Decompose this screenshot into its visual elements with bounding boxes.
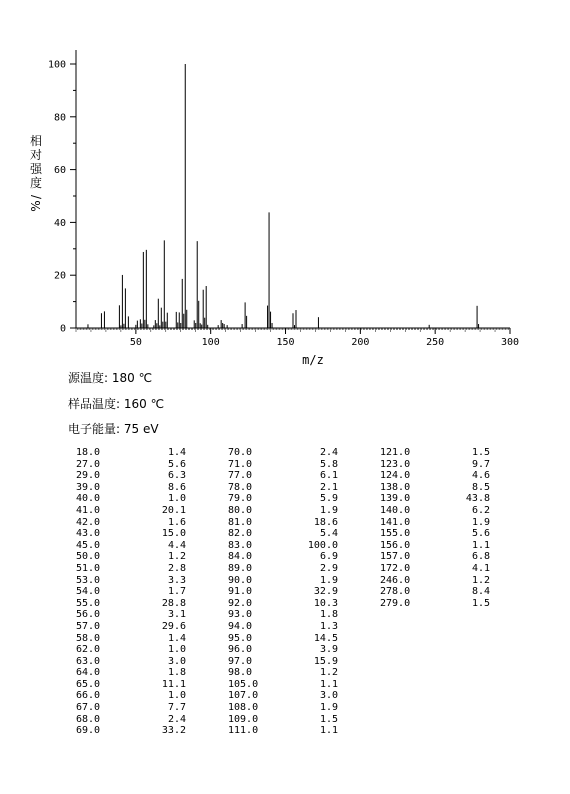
x-tick-label: 250 bbox=[426, 337, 445, 348]
peak-intensity: 1.0 bbox=[167, 493, 186, 505]
peak-mz: 157.0 bbox=[380, 551, 411, 563]
peak-mz: 83.0 bbox=[228, 539, 253, 551]
peak-mz: 27.0 bbox=[76, 458, 101, 470]
peak-row bbox=[380, 493, 490, 505]
peak-row bbox=[380, 528, 490, 540]
electron-energy-label: 电子能量: 75 eV bbox=[68, 422, 159, 436]
x-tick-label: 50 bbox=[129, 337, 142, 348]
chart-bars bbox=[88, 64, 479, 328]
peak-intensity: 1.9 bbox=[319, 504, 338, 516]
peak-table-column bbox=[228, 447, 338, 737]
peak-intensity: 6.3 bbox=[167, 470, 186, 482]
peak-mz: 91.0 bbox=[228, 586, 253, 598]
peak-intensity: 1.0 bbox=[167, 644, 186, 656]
peak-mz: 51.0 bbox=[76, 562, 101, 574]
peak-intensity: 1.5 bbox=[471, 447, 490, 458]
peak-row bbox=[228, 644, 338, 656]
peak-intensity: 1.5 bbox=[319, 713, 338, 725]
peak-intensity: 1.2 bbox=[471, 574, 490, 586]
peak-intensity: 7.7 bbox=[167, 702, 186, 714]
peak-row bbox=[228, 528, 338, 540]
peak-row bbox=[228, 679, 338, 691]
peak-intensity: 1.1 bbox=[319, 678, 338, 690]
peak-intensity: 2.4 bbox=[319, 447, 338, 458]
peak-intensity: 4.6 bbox=[471, 470, 490, 482]
x-axis-title: m/z bbox=[302, 353, 324, 367]
y-axis-title-char: / bbox=[29, 194, 43, 200]
peak-row bbox=[228, 586, 338, 598]
peak-intensity: 3.0 bbox=[319, 690, 338, 702]
peak-intensity: 8.4 bbox=[471, 586, 490, 598]
peak-row bbox=[380, 459, 490, 471]
peak-mz: 53.0 bbox=[76, 574, 101, 586]
mass-spectrum-chart bbox=[0, 0, 570, 375]
peak-intensity: 1.8 bbox=[167, 667, 186, 679]
peak-mz: 57.0 bbox=[76, 620, 101, 632]
peak-row bbox=[380, 598, 490, 610]
peak-row bbox=[228, 493, 338, 505]
peak-intensity: 6.2 bbox=[471, 504, 490, 516]
chart-labels bbox=[29, 60, 519, 368]
sample-temperature-label: 样品温度: 160 ℃ bbox=[68, 397, 165, 411]
peak-row bbox=[228, 459, 338, 471]
peak-mz: 279.0 bbox=[380, 597, 411, 609]
peak-row bbox=[76, 667, 186, 679]
peak-intensity: 6.8 bbox=[471, 551, 490, 563]
peak-intensity: 8.5 bbox=[471, 481, 490, 493]
peak-row bbox=[76, 644, 186, 656]
peak-mz: 62.0 bbox=[76, 644, 101, 656]
peak-row bbox=[228, 575, 338, 587]
y-axis-title-char: % bbox=[29, 200, 43, 212]
peak-table-column bbox=[380, 447, 490, 609]
peak-row bbox=[228, 540, 338, 552]
peak-mz: 77.0 bbox=[228, 470, 253, 482]
peak-mz: 123.0 bbox=[380, 458, 411, 470]
peak-mz: 63.0 bbox=[76, 655, 101, 667]
peak-mz: 67.0 bbox=[76, 702, 101, 714]
peak-table-column bbox=[76, 447, 186, 737]
y-tick-label: 100 bbox=[47, 59, 66, 71]
peak-mz: 139.0 bbox=[380, 493, 411, 505]
peak-table bbox=[68, 447, 538, 777]
peak-row bbox=[76, 482, 186, 494]
peak-mz: 108.0 bbox=[228, 702, 259, 714]
peak-mz: 58.0 bbox=[76, 632, 101, 644]
peak-row bbox=[228, 609, 338, 621]
x-tick-label: 300 bbox=[500, 337, 520, 348]
peak-row bbox=[76, 621, 186, 633]
peak-intensity: 1.9 bbox=[319, 702, 338, 714]
peak-intensity: 20.1 bbox=[161, 504, 186, 516]
peak-intensity: 3.1 bbox=[167, 609, 186, 621]
peak-mz: 40.0 bbox=[76, 493, 101, 505]
peak-mz: 138.0 bbox=[380, 481, 411, 493]
peak-row bbox=[76, 609, 186, 621]
peak-mz: 70.0 bbox=[228, 447, 253, 458]
peak-intensity: 5.8 bbox=[319, 458, 338, 470]
peak-intensity: 2.8 bbox=[167, 562, 186, 574]
y-axis-title-char: 强 bbox=[29, 162, 43, 176]
peak-intensity: 15.0 bbox=[161, 528, 186, 540]
peak-row bbox=[228, 667, 338, 679]
peak-intensity: 6.9 bbox=[319, 551, 338, 563]
peak-row bbox=[228, 621, 338, 633]
peak-row bbox=[228, 551, 338, 563]
peak-row bbox=[76, 517, 186, 529]
peak-mz: 56.0 bbox=[76, 609, 101, 621]
peak-row bbox=[228, 656, 338, 668]
peak-intensity: 43.8 bbox=[465, 493, 490, 505]
peak-row bbox=[228, 482, 338, 494]
peak-intensity: 1.1 bbox=[319, 725, 338, 737]
peak-row bbox=[228, 702, 338, 714]
peak-intensity: 6.1 bbox=[319, 470, 338, 482]
peak-mz: 42.0 bbox=[76, 516, 101, 528]
peak-row bbox=[228, 598, 338, 610]
peak-mz: 71.0 bbox=[228, 458, 253, 470]
peak-mz: 278.0 bbox=[380, 586, 411, 598]
peak-intensity: 3.3 bbox=[167, 574, 186, 586]
y-tick-label: 80 bbox=[53, 112, 66, 124]
peak-row bbox=[76, 725, 186, 737]
peak-row bbox=[76, 551, 186, 563]
peak-mz: 18.0 bbox=[76, 447, 101, 458]
y-tick-label: 60 bbox=[53, 165, 66, 177]
peak-mz: 98.0 bbox=[228, 667, 253, 679]
peak-row bbox=[380, 551, 490, 563]
peak-intensity: 3.9 bbox=[319, 644, 338, 656]
peak-mz: 95.0 bbox=[228, 632, 253, 644]
peak-row bbox=[228, 714, 338, 726]
peak-intensity: 1.4 bbox=[167, 447, 186, 458]
peak-intensity: 18.6 bbox=[313, 516, 338, 528]
peak-row bbox=[228, 505, 338, 517]
peak-mz: 109.0 bbox=[228, 713, 259, 725]
peak-row bbox=[228, 563, 338, 575]
peak-row bbox=[228, 517, 338, 529]
chart-axes bbox=[70, 50, 510, 334]
peak-intensity: 5.6 bbox=[167, 458, 186, 470]
peak-mz: 90.0 bbox=[228, 574, 253, 586]
peak-row bbox=[76, 575, 186, 587]
peak-row bbox=[76, 563, 186, 575]
peak-row bbox=[228, 470, 338, 482]
peak-row bbox=[228, 725, 338, 737]
peak-mz: 54.0 bbox=[76, 586, 101, 598]
peak-row bbox=[76, 656, 186, 668]
peak-intensity: 1.7 bbox=[167, 586, 186, 598]
peak-row bbox=[228, 690, 338, 702]
peak-mz: 124.0 bbox=[380, 470, 411, 482]
peak-intensity: 5.4 bbox=[319, 528, 338, 540]
peak-row bbox=[228, 447, 338, 459]
peak-row bbox=[380, 470, 490, 482]
peak-mz: 105.0 bbox=[228, 678, 259, 690]
source-temperature-label: 源温度: 180 ℃ bbox=[68, 371, 153, 385]
peak-mz: 92.0 bbox=[228, 597, 253, 609]
peak-intensity: 1.9 bbox=[319, 574, 338, 586]
peak-intensity: 100.0 bbox=[307, 539, 338, 551]
peak-mz: 78.0 bbox=[228, 481, 253, 493]
peak-row bbox=[76, 505, 186, 517]
peak-intensity: 2.4 bbox=[167, 713, 186, 725]
peak-intensity: 32.9 bbox=[313, 586, 338, 598]
peak-row bbox=[76, 459, 186, 471]
peak-mz: 141.0 bbox=[380, 516, 411, 528]
peak-intensity: 15.9 bbox=[313, 655, 338, 667]
peak-row bbox=[76, 633, 186, 645]
peak-mz: 68.0 bbox=[76, 713, 101, 725]
peak-intensity: 33.2 bbox=[161, 725, 186, 737]
peak-intensity: 4.4 bbox=[167, 539, 186, 551]
peak-mz: 246.0 bbox=[380, 574, 411, 586]
y-tick-label: 40 bbox=[53, 217, 66, 229]
peak-row bbox=[76, 690, 186, 702]
peak-mz: 89.0 bbox=[228, 562, 253, 574]
peak-row bbox=[380, 505, 490, 517]
peak-intensity: 28.8 bbox=[161, 597, 186, 609]
peak-mz: 55.0 bbox=[76, 597, 101, 609]
peak-mz: 93.0 bbox=[228, 609, 253, 621]
peak-row bbox=[380, 482, 490, 494]
peak-mz: 29.0 bbox=[76, 470, 101, 482]
peak-mz: 94.0 bbox=[228, 620, 253, 632]
peak-intensity: 1.0 bbox=[167, 690, 186, 702]
peak-intensity: 1.3 bbox=[319, 620, 338, 632]
peak-mz: 84.0 bbox=[228, 551, 253, 563]
peak-row bbox=[380, 563, 490, 575]
peak-mz: 43.0 bbox=[76, 528, 101, 540]
peak-intensity: 10.3 bbox=[313, 597, 338, 609]
peak-row bbox=[380, 540, 490, 552]
peak-mz: 66.0 bbox=[76, 690, 101, 702]
peak-mz: 64.0 bbox=[76, 667, 101, 679]
peak-intensity: 14.5 bbox=[313, 632, 338, 644]
peak-row bbox=[380, 517, 490, 529]
peak-row bbox=[380, 447, 490, 459]
peak-mz: 121.0 bbox=[380, 447, 411, 458]
peak-mz: 79.0 bbox=[228, 493, 253, 505]
peak-intensity: 1.2 bbox=[319, 667, 338, 679]
peak-row bbox=[76, 470, 186, 482]
peak-intensity: 5.9 bbox=[319, 493, 338, 505]
peak-mz: 140.0 bbox=[380, 504, 411, 516]
peak-mz: 65.0 bbox=[76, 678, 101, 690]
peak-intensity: 1.9 bbox=[471, 516, 490, 528]
peak-row bbox=[76, 447, 186, 459]
peak-mz: 45.0 bbox=[76, 539, 101, 551]
x-tick-label: 200 bbox=[351, 337, 370, 348]
peak-mz: 111.0 bbox=[228, 725, 259, 737]
x-tick-label: 100 bbox=[201, 337, 220, 348]
peak-intensity: 1.4 bbox=[167, 632, 186, 644]
peak-row bbox=[76, 598, 186, 610]
peak-intensity: 2.1 bbox=[319, 481, 338, 493]
peak-row bbox=[76, 528, 186, 540]
peak-intensity: 1.1 bbox=[471, 539, 490, 551]
peak-intensity: 9.7 bbox=[471, 458, 490, 470]
peak-mz: 50.0 bbox=[76, 551, 101, 563]
peak-row bbox=[76, 540, 186, 552]
peak-mz: 41.0 bbox=[76, 504, 101, 516]
y-axis-title-char: 对 bbox=[29, 148, 43, 162]
peak-mz: 107.0 bbox=[228, 690, 259, 702]
peak-intensity: 1.8 bbox=[319, 609, 338, 621]
peak-mz: 97.0 bbox=[228, 655, 253, 667]
peak-mz: 69.0 bbox=[76, 725, 101, 737]
peak-intensity: 3.0 bbox=[167, 655, 186, 667]
y-tick-label: 20 bbox=[53, 270, 66, 282]
peak-intensity: 29.6 bbox=[161, 620, 186, 632]
peak-row bbox=[76, 586, 186, 598]
peak-intensity: 5.6 bbox=[471, 528, 490, 540]
peak-mz: 172.0 bbox=[380, 562, 411, 574]
peak-intensity: 8.6 bbox=[167, 481, 186, 493]
peak-mz: 80.0 bbox=[228, 504, 253, 516]
peak-intensity: 1.5 bbox=[471, 597, 490, 609]
y-tick-label: 0 bbox=[59, 323, 66, 335]
peak-row bbox=[76, 714, 186, 726]
peak-row bbox=[380, 586, 490, 598]
peak-row bbox=[76, 702, 186, 714]
peak-mz: 39.0 bbox=[76, 481, 101, 493]
peak-mz: 156.0 bbox=[380, 539, 411, 551]
peak-mz: 155.0 bbox=[380, 528, 411, 540]
peak-row bbox=[380, 575, 490, 587]
peak-mz: 82.0 bbox=[228, 528, 253, 540]
peak-row bbox=[228, 633, 338, 645]
peak-intensity: 1.2 bbox=[167, 551, 186, 563]
y-axis-title-char: 度 bbox=[29, 176, 43, 190]
peak-mz: 96.0 bbox=[228, 644, 253, 656]
peak-intensity: 11.1 bbox=[161, 678, 186, 690]
peak-row bbox=[76, 493, 186, 505]
peak-mz: 81.0 bbox=[228, 516, 253, 528]
peak-intensity: 4.1 bbox=[471, 562, 490, 574]
peak-row bbox=[76, 679, 186, 691]
peak-intensity: 2.9 bbox=[319, 562, 338, 574]
peak-intensity: 1.6 bbox=[167, 516, 186, 528]
x-tick-label: 150 bbox=[276, 337, 295, 348]
y-axis-title-char: 相 bbox=[29, 134, 43, 148]
